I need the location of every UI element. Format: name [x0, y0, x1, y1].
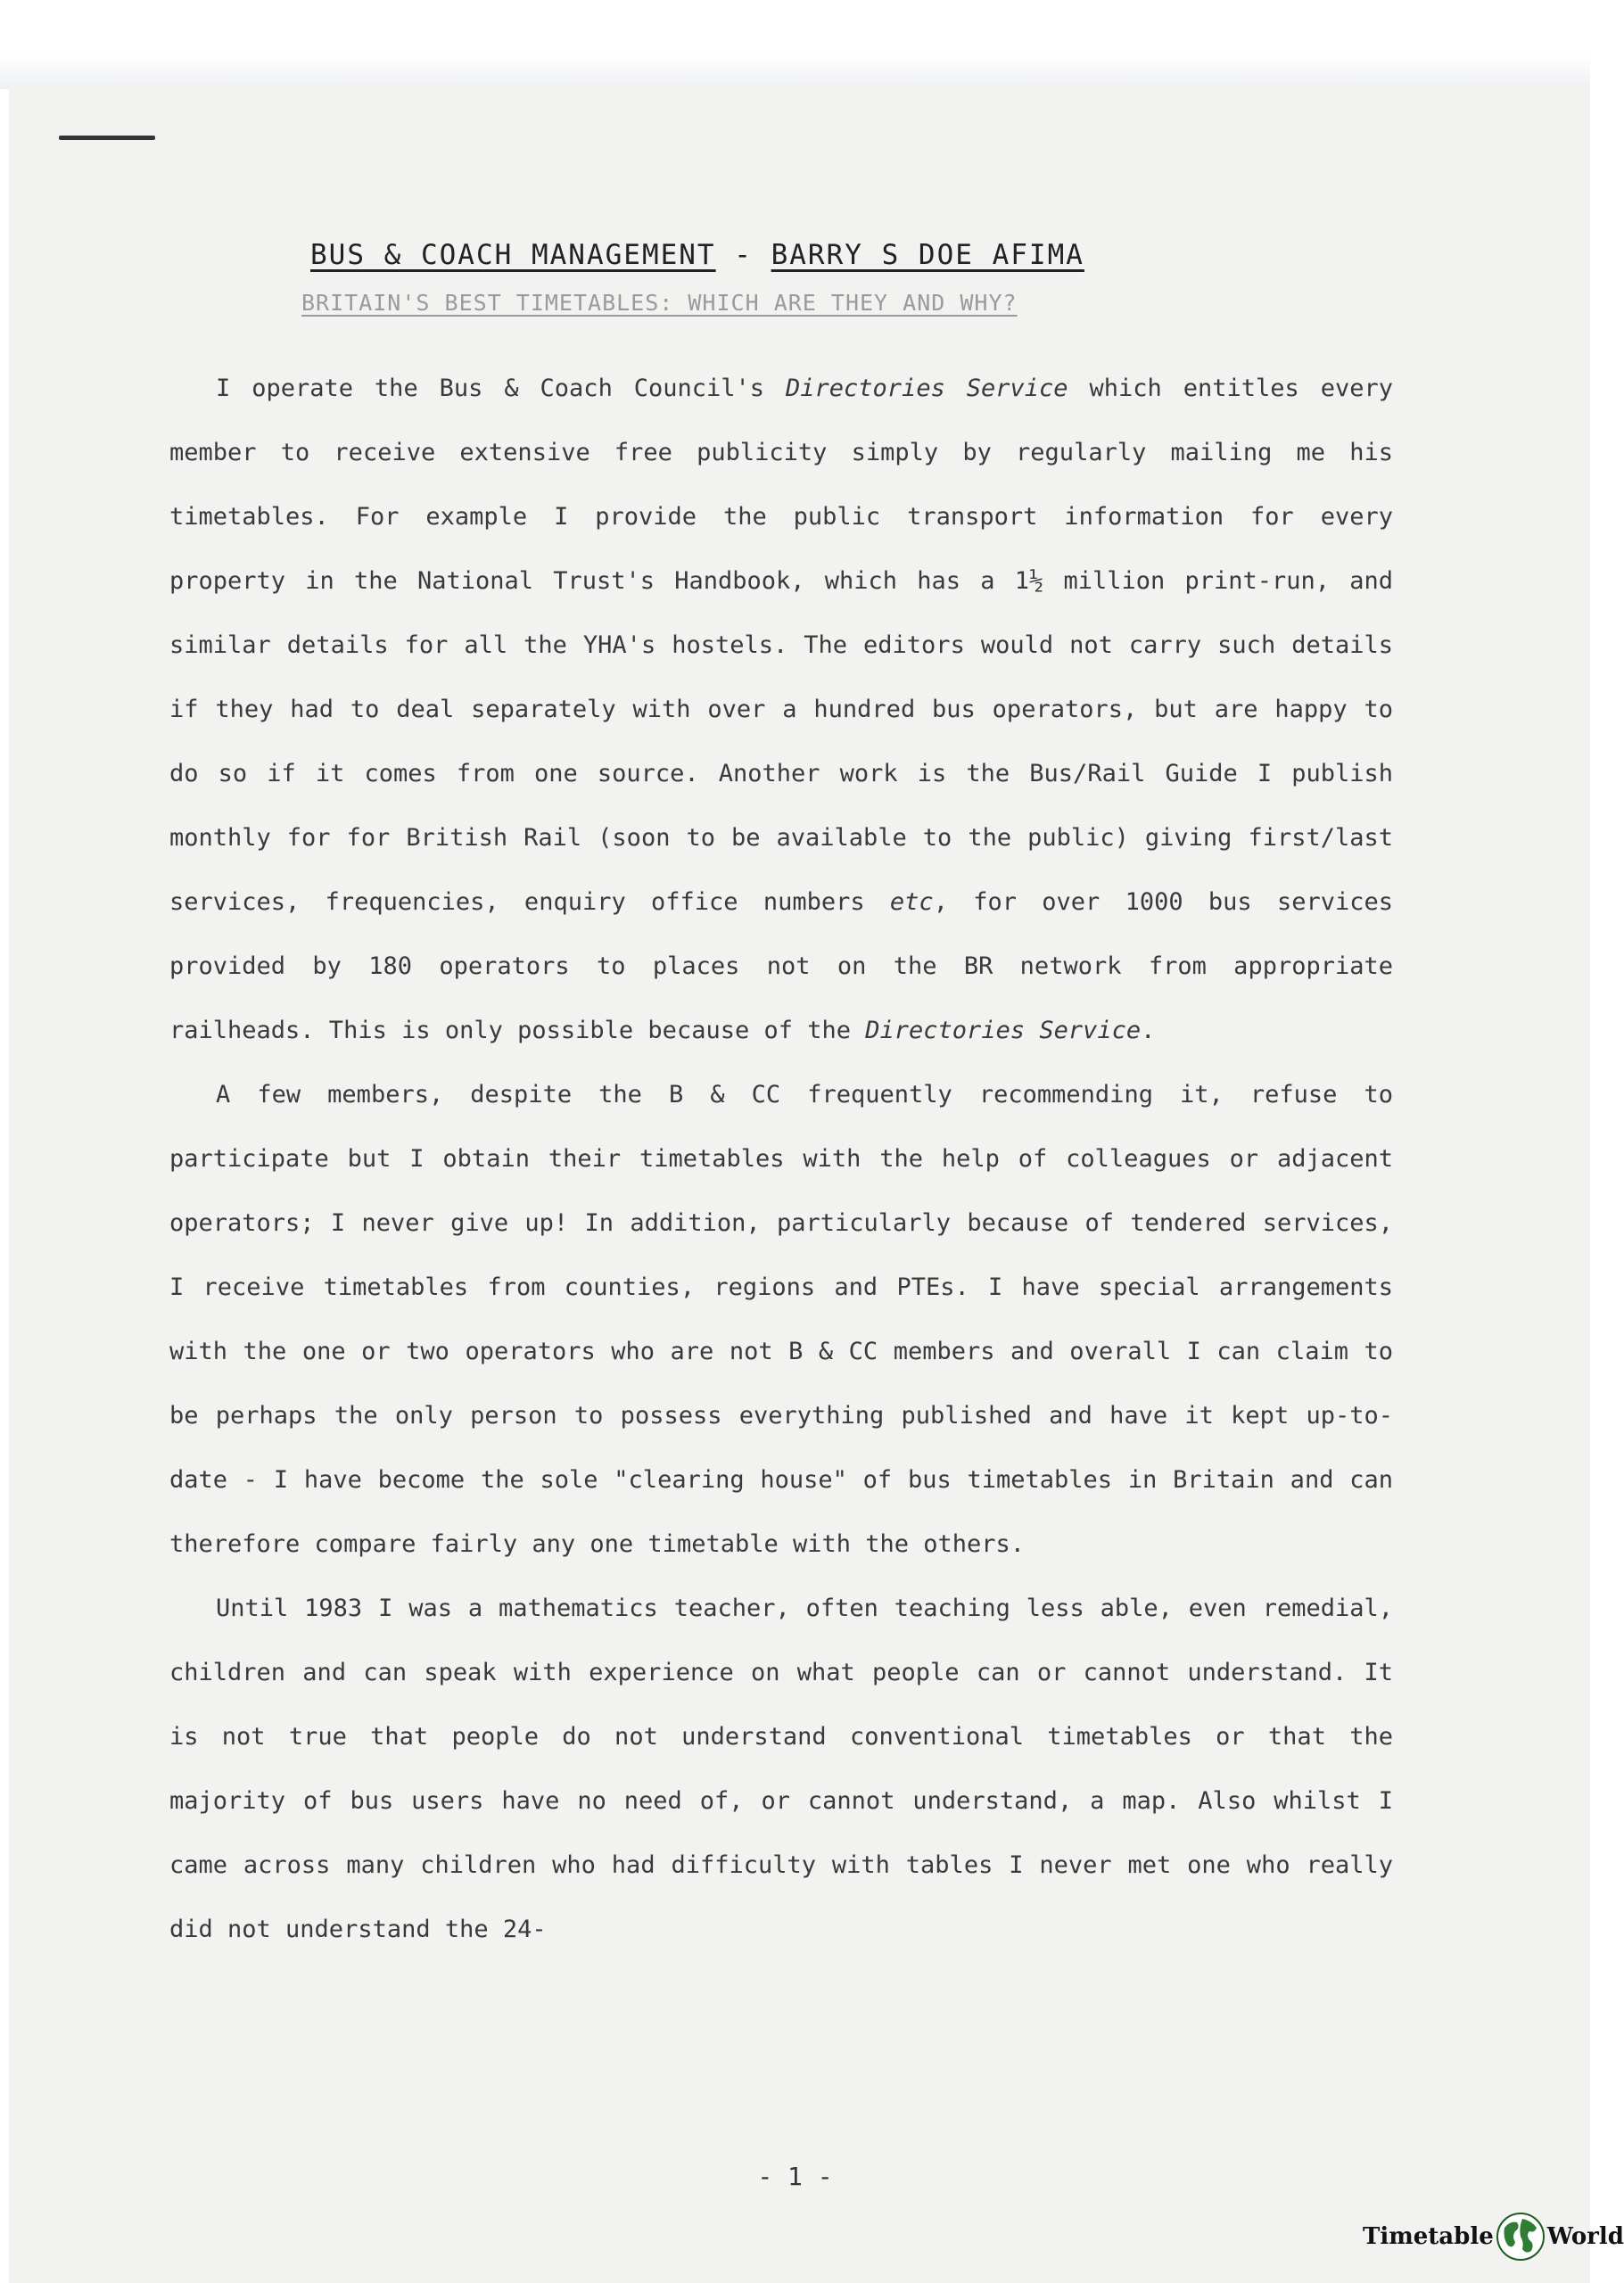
page-number: - 1 -: [757, 2162, 833, 2191]
paragraph-1-italic-f: Directories Service: [865, 1017, 1142, 1044]
title-author: BARRY S DOE AFIMA: [771, 239, 1084, 271]
pen-mark: [59, 136, 155, 140]
watermark-left-text: Timetable: [1363, 2223, 1494, 2250]
scan-top-edge: [0, 54, 1590, 89]
paragraph-1: [169, 357, 1393, 1063]
title-publication: BUS & COACH MANAGEMENT: [310, 239, 716, 271]
document-title: [310, 239, 1291, 271]
paragraph-1-text-a: I operate the Bus & Coach Council's: [216, 375, 787, 402]
paragraph-1-italic-d: etc: [889, 888, 934, 916]
document-subtitle: BRITAIN'S BEST TIMETABLES: WHICH ARE THEY AND WHY?: [301, 290, 1018, 316]
watermark-logo: [1363, 2210, 1624, 2263]
globe-icon: [1496, 2212, 1546, 2262]
paragraph-1-italic-b: Directories Service: [786, 375, 1068, 402]
title-separator: -: [715, 239, 771, 271]
paragraph-1-text-c: which entitles every member to receive extensive free publicity simply by regularly mailing me his timetables. For example I provide the public transport information for every property in the National Trust's Handbook, which has a 1½ million print-run, and similar details for all the YHA's hostels. The editors would not carry such details if they had to deal separately with over a hundred bus operators, but are happy to do so if it comes from one source. Another work is the Bus/Rail Guide I publish monthly for for British Rail (soon to be available to the public) giving first/last services, frequencies, enquiry office numbers: [169, 375, 1393, 916]
paragraph-3: Until 1983 I was a mathematics teacher, often teaching less able, even remedial, children and can speak with experience on what people can or cannot understand. It is not true that people do not understand conventional timetables or that the majority of bus users have no need of, or cannot understand, a map. Also whilst I came across many children who had difficulty with tables I never met one who really did not understand the 24-: [169, 1595, 1393, 1943]
paragraph-1-text-g: .: [1141, 1017, 1156, 1044]
paragraph-2: A few members, despite the B & CC frequently recommending it, refuse to participate but I obtain their timetables with the help of colleagues or adjacent operators; I never give up! In addition, particularly because of tendered services, I receive timetables from counties, regions and PTEs. I have special arrangements with the one or two operators who are not B & CC members and overall I can claim to be perhaps the only person to possess everything published and have it kept up-to-date - I have become the sole "clearing house" of bus timetables in Britain and can therefore compare fairly any one timetable with the others.: [169, 1081, 1393, 1558]
paragraph-1-text-e: , for over 1000 bus services provided by 180 operators to places not on the BR network from appropriate railheads. This is only possible because of the: [169, 888, 1393, 1044]
document-body: [169, 357, 1393, 1962]
watermark-right-text: World: [1546, 2223, 1624, 2250]
